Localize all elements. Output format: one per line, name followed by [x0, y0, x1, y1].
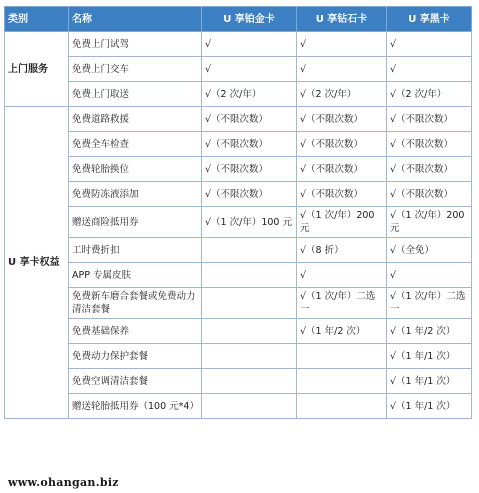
tier-value: √（1 年/1 次）	[387, 369, 472, 394]
benefit-name: 工时费折扣	[69, 238, 202, 263]
tier-value: √	[387, 263, 472, 288]
table-row	[5, 157, 472, 182]
tier-value: √（1 次/年）二选一	[387, 288, 472, 319]
tier-value: √	[297, 263, 387, 288]
benefit-name: 免费动力保护套餐	[69, 344, 202, 369]
table-row	[5, 394, 472, 419]
tier-value: √（1 次/年）200 元	[387, 207, 472, 238]
table-row	[5, 132, 472, 157]
table-row	[5, 82, 472, 107]
benefit-name: 免费轮胎换位	[69, 157, 202, 182]
benefit-name: 免费上门交车	[69, 57, 202, 82]
tier-value: √（1 年/1 次）	[387, 344, 472, 369]
tier-value: √	[202, 57, 297, 82]
tier-value: √（8 折）	[297, 238, 387, 263]
tier-value: √（1 次/年）100 元	[202, 207, 297, 238]
tier-value: √（1 次/年）200 元	[297, 207, 387, 238]
benefit-name: 免费全车检查	[69, 132, 202, 157]
tier-value: √（全免）	[387, 238, 472, 263]
tier-value	[202, 288, 297, 319]
tier-value: √（1 次/年）二选一	[297, 288, 387, 319]
tier-value	[297, 369, 387, 394]
tier-value: √（不限次数）	[202, 182, 297, 207]
header-tier-black: U 享黑卡	[387, 7, 472, 32]
tier-value: √	[387, 57, 472, 82]
tier-value: √（不限次数）	[297, 107, 387, 132]
benefits-table	[4, 6, 472, 419]
tier-value: √（不限次数）	[297, 132, 387, 157]
table-row	[5, 263, 472, 288]
tier-value	[297, 344, 387, 369]
table-row	[5, 32, 472, 57]
benefit-name: 免费基础保养	[69, 319, 202, 344]
benefit-name: 赠送商险抵用券	[69, 207, 202, 238]
table-row	[5, 207, 472, 238]
benefit-name: 赠送轮胎抵用券（100 元*4）	[69, 394, 202, 419]
tier-value: √（2 次/年）	[202, 82, 297, 107]
category-cell: 上门服务	[5, 32, 69, 107]
tier-value	[202, 344, 297, 369]
tier-value	[202, 238, 297, 263]
header-category: 类别	[5, 7, 69, 32]
benefit-name: 免费新车磨合套餐或免费动力清洁套餐	[69, 288, 202, 319]
benefit-name: 免费上门取送	[69, 82, 202, 107]
tier-value: √（不限次数）	[387, 157, 472, 182]
tier-value	[202, 263, 297, 288]
table-row	[5, 288, 472, 319]
table-row	[5, 238, 472, 263]
benefit-name: APP 专属皮肤	[69, 263, 202, 288]
tier-value: √（1 年/1 次）	[387, 394, 472, 419]
table-row	[5, 57, 472, 82]
tier-value: √（2 次/年）	[387, 82, 472, 107]
header-tier-diamond: U 享钻石卡	[297, 7, 387, 32]
table-row	[5, 369, 472, 394]
tier-value: √	[297, 32, 387, 57]
tier-value: √	[297, 57, 387, 82]
benefit-name: 免费空调清洁套餐	[69, 369, 202, 394]
table-row	[5, 344, 472, 369]
table-row	[5, 107, 472, 132]
tier-value: √（不限次数）	[202, 157, 297, 182]
header-tier-platinum: U 享铂金卡	[202, 7, 297, 32]
tier-value	[297, 394, 387, 419]
table-row	[5, 319, 472, 344]
tier-value	[202, 319, 297, 344]
tier-value: √（1 年/2 次）	[297, 319, 387, 344]
tier-value	[202, 369, 297, 394]
tier-value: √（不限次数）	[387, 107, 472, 132]
table-row	[5, 182, 472, 207]
tier-value: √（不限次数）	[387, 132, 472, 157]
benefit-name: 免费防冻液添加	[69, 182, 202, 207]
tier-value: √（1 年/2 次）	[387, 319, 472, 344]
benefit-name: 免费道路救援	[69, 107, 202, 132]
tier-value: √（不限次数）	[202, 107, 297, 132]
tier-value: √	[202, 32, 297, 57]
header-name: 名称	[69, 7, 202, 32]
tier-value: √（不限次数）	[202, 132, 297, 157]
tier-value: √（不限次数）	[297, 157, 387, 182]
tier-value: √	[387, 32, 472, 57]
category-cell: U 享卡权益	[5, 107, 69, 419]
tier-value: √（2 次/年）	[297, 82, 387, 107]
watermark: www.ohangan.biz	[8, 476, 119, 489]
header-row	[5, 7, 472, 32]
tier-value	[202, 394, 297, 419]
benefit-name: 免费上门试驾	[69, 32, 202, 57]
tier-value: √（不限次数）	[297, 182, 387, 207]
tier-value: √（不限次数）	[387, 182, 472, 207]
